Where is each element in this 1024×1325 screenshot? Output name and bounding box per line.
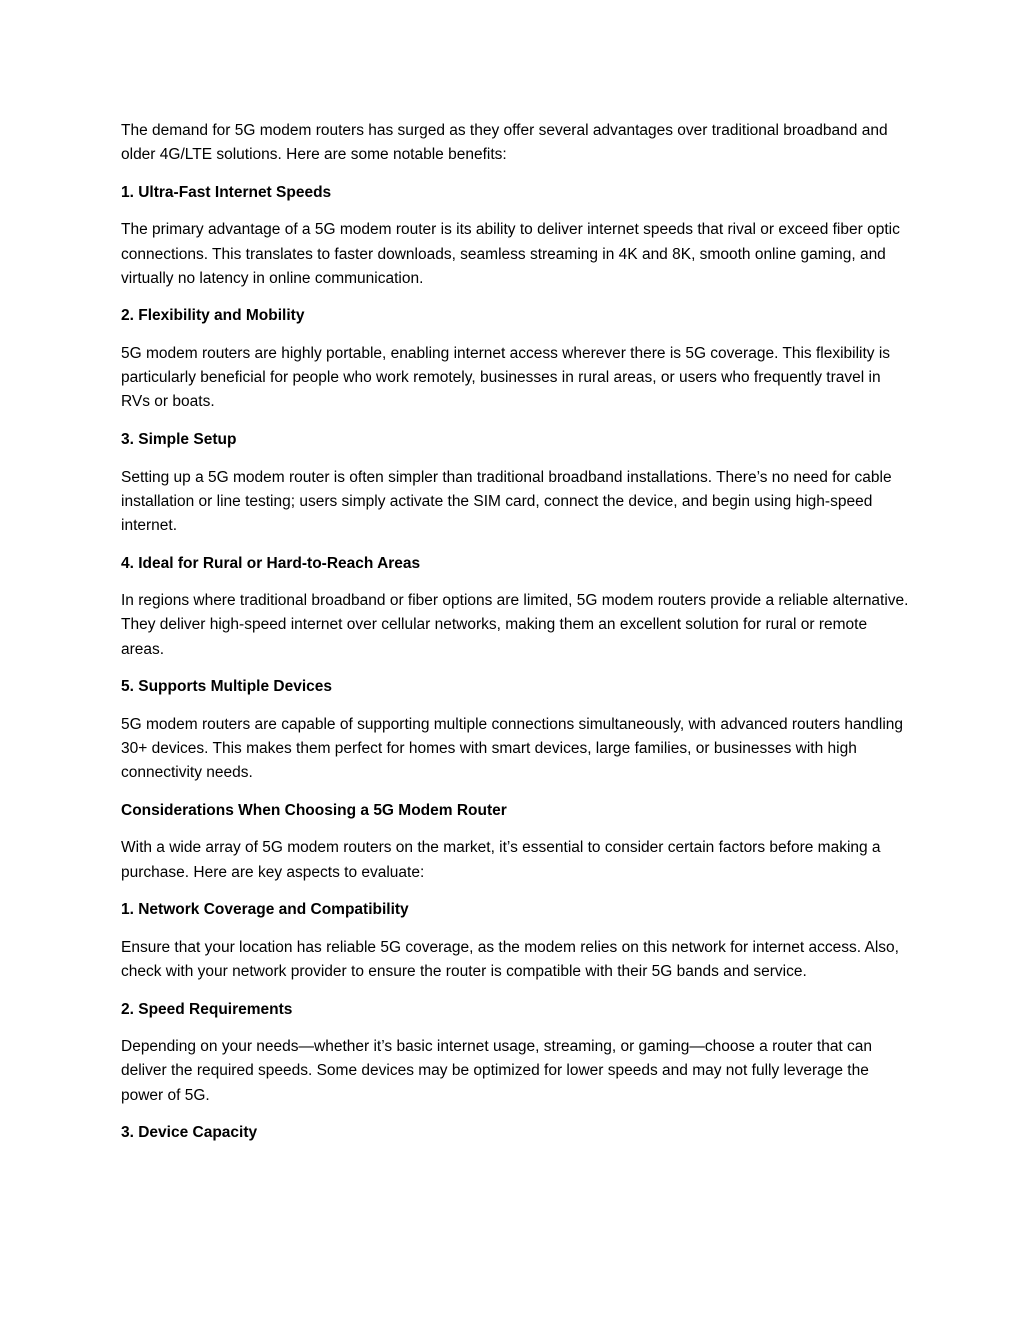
paragraph-rural-areas: In regions where traditional broadband or fiber options are limited, 5G modem routers provide a reliable alternative. They deliver high-speed internet over cellular networks, making them an excellent solution for rural or remote areas.	[121, 592, 909, 658]
paragraph-flexibility-and-mobility: 5G modem routers are highly portable, enabling internet access wherever there is 5G coverage. This flexibility is particularly beneficial for people who work remotely, businesses in rural areas, or users who frequently travel in RVs or boats.	[121, 344, 891, 411]
heading-multiple-devices: 5. Supports Multiple Devices	[121, 678, 333, 696]
heading-considerations: Considerations When Choosing a 5G Modem Router	[121, 801, 507, 819]
paragraph-simple-setup: Setting up a 5G modem router is often simpler than traditional broadband installations. There’s no need for cable installation or line testing; users simply activate the SIM card, connect the device, and begin using high-speed internet.	[121, 468, 892, 534]
heading-simple-setup: 3. Simple Setup	[121, 430, 237, 448]
heading-rural-areas: 4. Ideal for Rural or Hard-to-Reach Areas	[121, 554, 421, 572]
heading-flexibility-and-mobility: 2. Flexibility and Mobility	[121, 307, 305, 325]
heading-device-capacity: 3. Device Capacity	[121, 1124, 258, 1142]
intro-paragraph: The demand for 5G modem routers has surged as they offer several advantages over traditional broadband and older 4G/LTE solutions. Here are some notable benefits:	[121, 122, 888, 164]
paragraph-network-coverage: Ensure that your location has reliable 5G coverage, as the modem relies on this network for internet access. Also, check with your network provider to ensure the router is compatible with their 5G bands and service.	[121, 938, 899, 980]
document-page	[121, 119, 911, 1159]
heading-network-coverage: 1. Network Coverage and Compatibility	[121, 901, 409, 919]
heading-speed-requirements: 2. Speed Requirements	[121, 1000, 293, 1018]
paragraph-multiple-devices: 5G modem routers are capable of supporting multiple connections simultaneously, with advanced routers handling 30+ devices. This makes them perfect for homes with smart devices, large families, or businesses with high connectivity needs.	[121, 715, 904, 782]
paragraph-considerations: With a wide array of 5G modem routers on the market, it’s essential to consider certain factors before making a purchase. Here are key aspects to evaluate:	[121, 839, 881, 881]
heading-ultra-fast-internet-speeds: 1. Ultra-Fast Internet Speeds	[121, 183, 332, 201]
paragraph-ultra-fast-internet-speeds: The primary advantage of a 5G modem router is its ability to deliver internet speeds that rival or exceed fiber optic connections. This translates to faster downloads, seamless streaming in 4K and 8K, smooth online gaming, and virtually no latency in online communication.	[121, 221, 900, 287]
paragraph-speed-requirements: Depending on your needs—whether it’s basic internet usage, streaming, or gaming—choose a router that can deliver the required speeds. Some devices may be optimized for lower speeds and may not fully leverage the power of 5G.	[121, 1038, 873, 1104]
